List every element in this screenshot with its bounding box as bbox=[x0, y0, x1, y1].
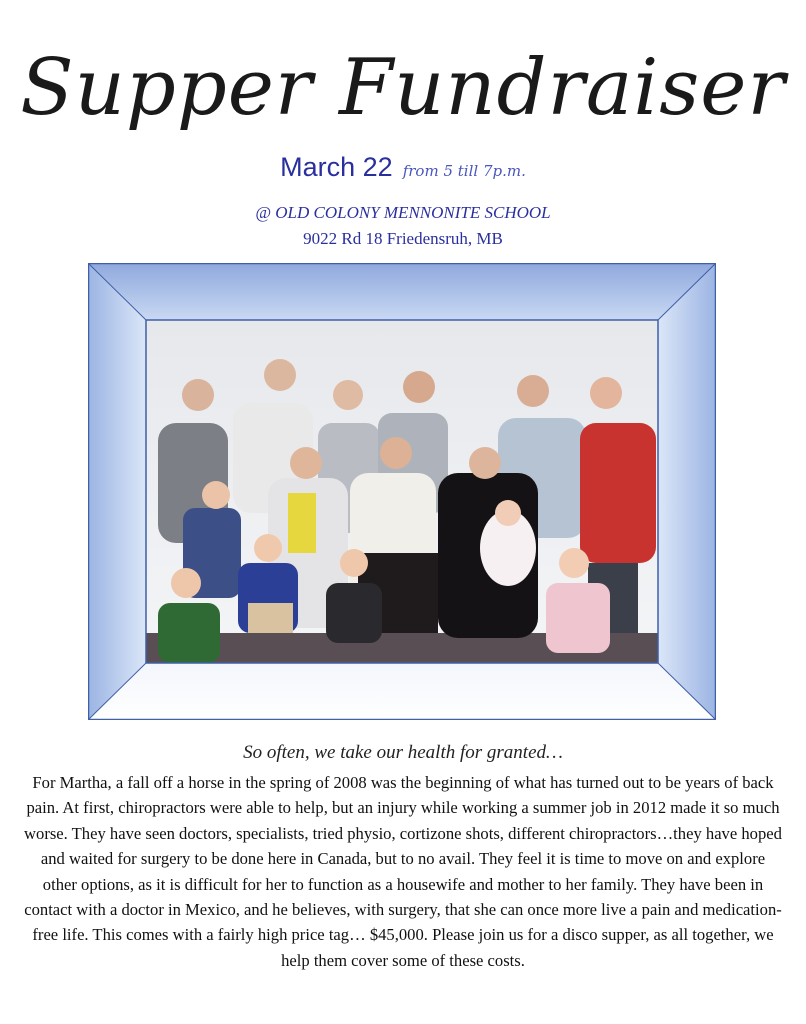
event-venue: @ OLD COLONY MENNONITE SCHOOL bbox=[255, 203, 551, 222]
story-paragraph: For Martha, a fall off a horse in the spring of 2008 was the beginning of what has turned out to be years of back pain. At first, chiropractors were able to help, but an injury while working a summer job in 2012 made it so much worse. They have seen doctors, specialists, tried physio, cortizone shots, different chiropractors…they have hoped and waited for surgery to be done here in Canada, but to no avail. They feel it is time to move on and explore other options, as it is difficult for her to function as a housewife and mother to her family. They have been in contact with a doctor in Mexico, and he believes, with surgery, that she can once more live a pain and medication-free life. This comes with a fairly high price tag… $45,000. Please join us for a disco supper, as all together, we help them cover some of these costs. bbox=[24, 773, 782, 970]
event-time: from 5 till 7p.m. bbox=[402, 162, 526, 180]
frame-bottom-panel bbox=[88, 663, 716, 720]
family-photo-illustration bbox=[88, 263, 716, 720]
frame-left-panel bbox=[88, 263, 146, 720]
tagline: So often, we take our health for granted… bbox=[243, 742, 563, 763]
event-address: 9022 Rd 18 Friedensruh, MB bbox=[303, 229, 503, 248]
frame-top-panel bbox=[88, 263, 716, 320]
page-title: Supper Fundraiser bbox=[20, 43, 786, 133]
photo-frame bbox=[88, 263, 716, 720]
frame-right-panel bbox=[658, 263, 716, 720]
event-date-line bbox=[0, 152, 806, 183]
event-date: March 22 bbox=[280, 152, 393, 182]
